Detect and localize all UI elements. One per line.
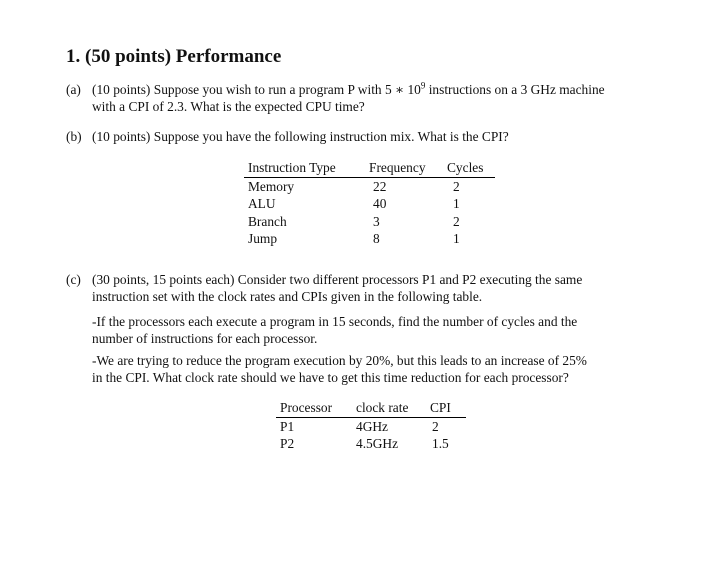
cell-clock-rate: 4GHz: [356, 418, 388, 434]
part-a: [66, 81, 605, 98]
table-row: [244, 213, 495, 231]
header-processor: Processor: [276, 399, 356, 417]
cell-cycles: 1: [453, 231, 460, 246]
cell-cpi: 1.5: [432, 436, 449, 451]
part-a-line1-post: instructions on a 3 GHz machine: [425, 82, 605, 97]
cell-frequency: 3: [373, 213, 380, 229]
cell-cycles: 2: [453, 213, 460, 229]
cell-type: ALU: [248, 196, 276, 211]
cell-frequency: 8: [373, 231, 380, 246]
part-c: [66, 271, 582, 288]
instruction-mix-table: [244, 159, 495, 248]
cell-frequency: 40: [373, 196, 387, 211]
table-row: [244, 195, 495, 213]
cell-type: Branch: [248, 213, 287, 229]
part-c-line2: instruction set with the clock rates and CPIs given in the following table.: [92, 289, 483, 304]
cell-processor: P1: [280, 418, 295, 434]
cell-type: Memory: [248, 178, 295, 194]
part-a-line2: with a CPI of 2.3. What is the expected CPU time?: [92, 99, 365, 114]
part-c-label: (c): [66, 272, 81, 287]
header-instruction-type: Instruction Type: [244, 159, 369, 177]
part-b: [66, 128, 509, 145]
processor-table-header: [276, 399, 466, 417]
problem-title: 1. (50 points) Performance: [66, 46, 282, 67]
cell-cycles: 1: [453, 196, 460, 211]
header-cycles: Cycles: [447, 159, 495, 177]
part-b-line1: (10 points) Suppose you have the following instruction mix. What is the CPI?: [92, 129, 509, 144]
header-clock-rate: clock rate: [356, 399, 430, 417]
processor-table: [276, 399, 466, 453]
table-row: [276, 417, 466, 435]
cell-cpi: 2: [432, 418, 439, 434]
part-c-question1-line2: number of instructions for each processor.: [92, 331, 318, 346]
table-row: [244, 230, 495, 248]
table-row: [244, 177, 495, 195]
cell-type: Jump: [248, 231, 278, 246]
cell-frequency: 22: [373, 178, 387, 194]
part-c-question2-line2: in the CPI. What clock rate should we have to get this time reduction for each processor?: [92, 370, 569, 385]
cell-processor: P2: [280, 436, 295, 451]
part-b-label: (b): [66, 129, 82, 144]
cell-clock-rate: 4.5GHz: [356, 436, 399, 451]
part-c-line1: (30 points, 15 points each) Consider two different processors P1 and P2 executing the same: [92, 272, 583, 287]
part-a-exponent: 9: [420, 80, 426, 91]
instruction-table-header: [244, 159, 495, 177]
part-a-label: (a): [66, 82, 81, 97]
header-frequency: Frequency: [369, 159, 447, 177]
cell-cycles: 2: [453, 178, 460, 194]
part-c-question2-line1: -We are trying to reduce the program execution by 20%, but this leads to an increase of 25%: [92, 353, 587, 368]
header-cpi: CPI: [430, 399, 466, 417]
table-row: [276, 435, 466, 453]
part-a-line1-pre: (10 points) Suppose you wish to run a program P with 5 ∗ 10: [92, 82, 421, 97]
part-c-question1-line1: -If the processors each execute a program in 15 seconds, find the number of cycles and the: [92, 314, 578, 329]
